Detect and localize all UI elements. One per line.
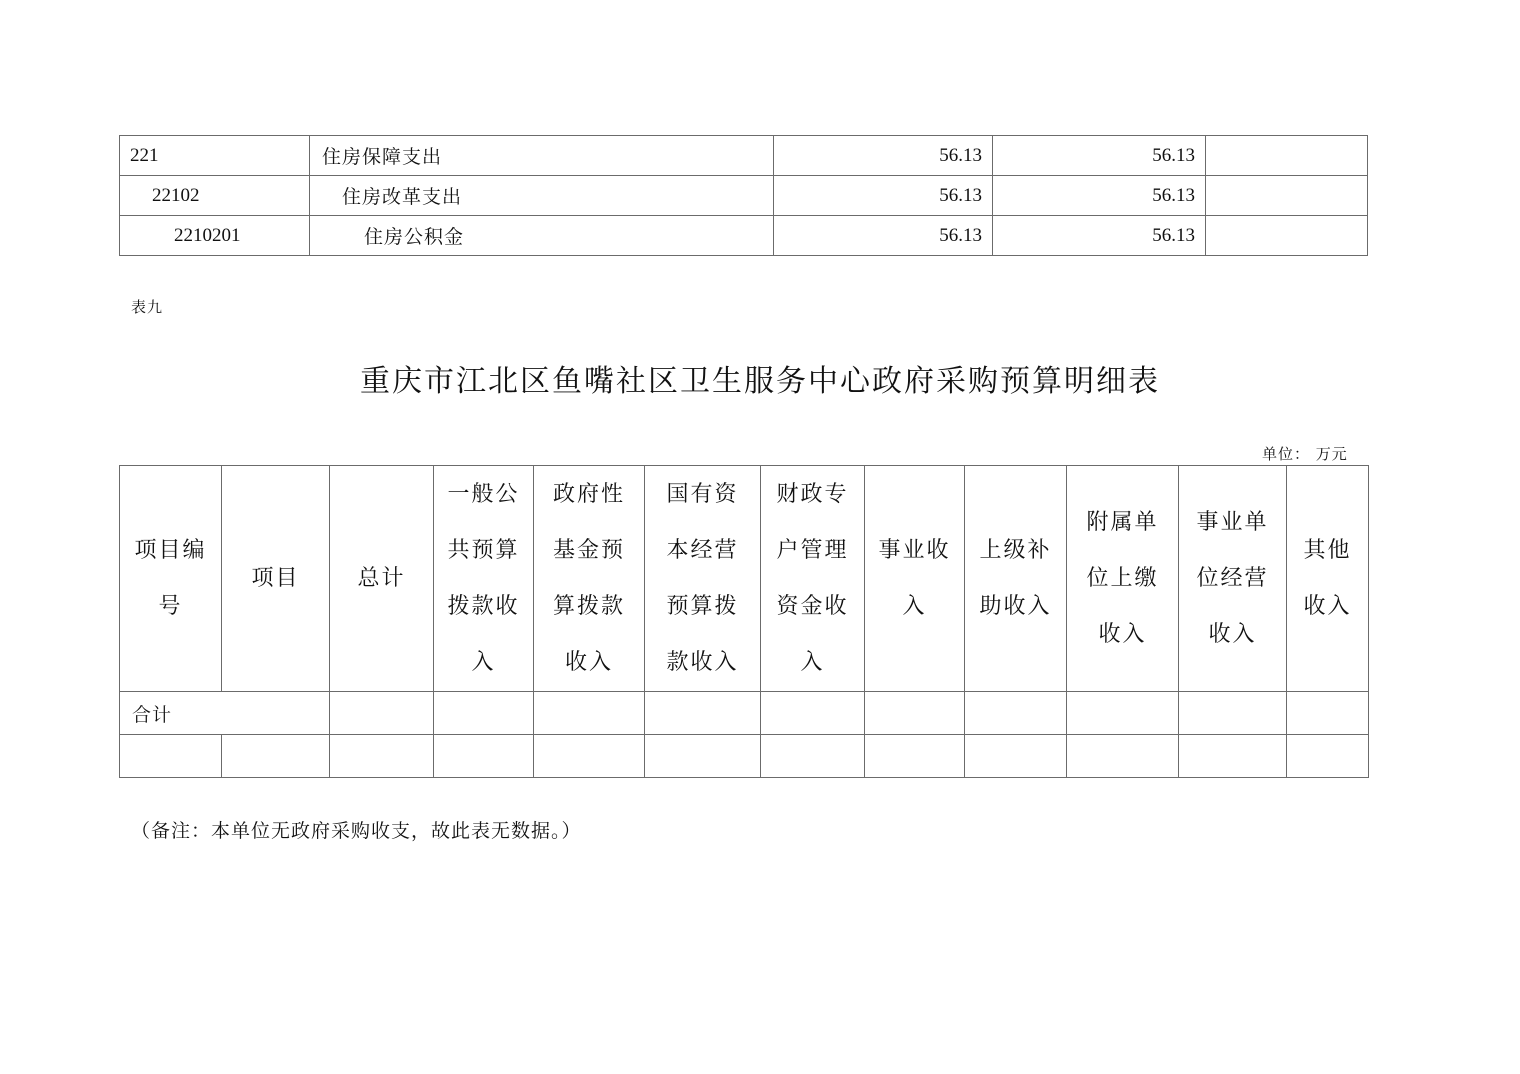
header-general-budget: 一般公 共预算 拨款收 入 xyxy=(434,466,534,692)
header-superior-subsidy: 上级补 助收入 xyxy=(965,466,1067,692)
page-title: 重庆市江北区鱼嘴社区卫生服务中心政府采购预算明细表 xyxy=(360,364,1160,399)
header-gov-fund: 政府性 基金预 算拨款 收入 xyxy=(534,466,645,692)
table-cell xyxy=(761,692,865,735)
header-state-capital: 国有资 本经营 预算拨 款收入 xyxy=(645,466,761,692)
row-value-1: 56.13 xyxy=(774,136,993,176)
table-cell xyxy=(120,735,222,778)
row-value-2: 56.13 xyxy=(993,176,1206,216)
header-total: 总计 xyxy=(330,466,434,692)
table-cell xyxy=(865,735,965,778)
row-value-3 xyxy=(1206,136,1368,176)
row-name: 住房公积金 xyxy=(310,216,774,256)
row-name: 住房保障支出 xyxy=(310,136,774,176)
header-affiliate-income: 附属单 位上缴 收入 xyxy=(1067,466,1179,692)
row-value-3 xyxy=(1206,176,1368,216)
table-cell xyxy=(1287,692,1369,735)
table-number-label: 表九 xyxy=(131,298,164,316)
table-cell xyxy=(1179,735,1287,778)
table-cell xyxy=(330,692,434,735)
table-row xyxy=(120,216,1368,256)
table-cell xyxy=(965,735,1067,778)
row-code: 221 xyxy=(120,136,310,176)
header-business-income: 事业收 入 xyxy=(865,466,965,692)
table-cell xyxy=(1179,692,1287,735)
table-cell xyxy=(330,735,434,778)
row-code: 22102 xyxy=(120,176,310,216)
table-cell xyxy=(534,735,645,778)
row-value-1: 56.13 xyxy=(774,216,993,256)
row-value-3 xyxy=(1206,216,1368,256)
table-row xyxy=(120,176,1368,216)
total-row xyxy=(120,692,1369,735)
procurement-budget-table xyxy=(119,465,1369,778)
table-cell xyxy=(965,692,1067,735)
table-cell xyxy=(1067,692,1179,735)
header-operating-income: 事业单 位经营 收入 xyxy=(1179,466,1287,692)
row-value-1: 56.13 xyxy=(774,176,993,216)
row-value-2: 56.13 xyxy=(993,136,1206,176)
remark-note: （备注：本单位无政府采购收支，故此表无数据。） xyxy=(131,820,582,842)
table-cell xyxy=(434,735,534,778)
table-cell xyxy=(434,692,534,735)
header-other-income: 其他 收入 xyxy=(1287,466,1369,692)
total-label: 合计 xyxy=(120,692,330,735)
row-code: 2210201 xyxy=(120,216,310,256)
row-name: 住房改革支出 xyxy=(310,176,774,216)
table-cell xyxy=(761,735,865,778)
table-cell xyxy=(534,692,645,735)
expenditure-table xyxy=(119,135,1368,256)
table-cell xyxy=(645,692,761,735)
header-row xyxy=(120,466,1369,692)
header-project-code: 项目编 号 xyxy=(120,466,222,692)
row-value-2: 56.13 xyxy=(993,216,1206,256)
table-cell xyxy=(1067,735,1179,778)
table-row xyxy=(120,735,1369,778)
table-cell xyxy=(222,735,330,778)
table-row xyxy=(120,136,1368,176)
unit-label: 单位： 万元 xyxy=(1262,445,1348,463)
table-cell xyxy=(865,692,965,735)
table-cell xyxy=(1287,735,1369,778)
header-special-account: 财政专 户管理 资金收 入 xyxy=(761,466,865,692)
header-project: 项目 xyxy=(222,466,330,692)
table-cell xyxy=(645,735,761,778)
